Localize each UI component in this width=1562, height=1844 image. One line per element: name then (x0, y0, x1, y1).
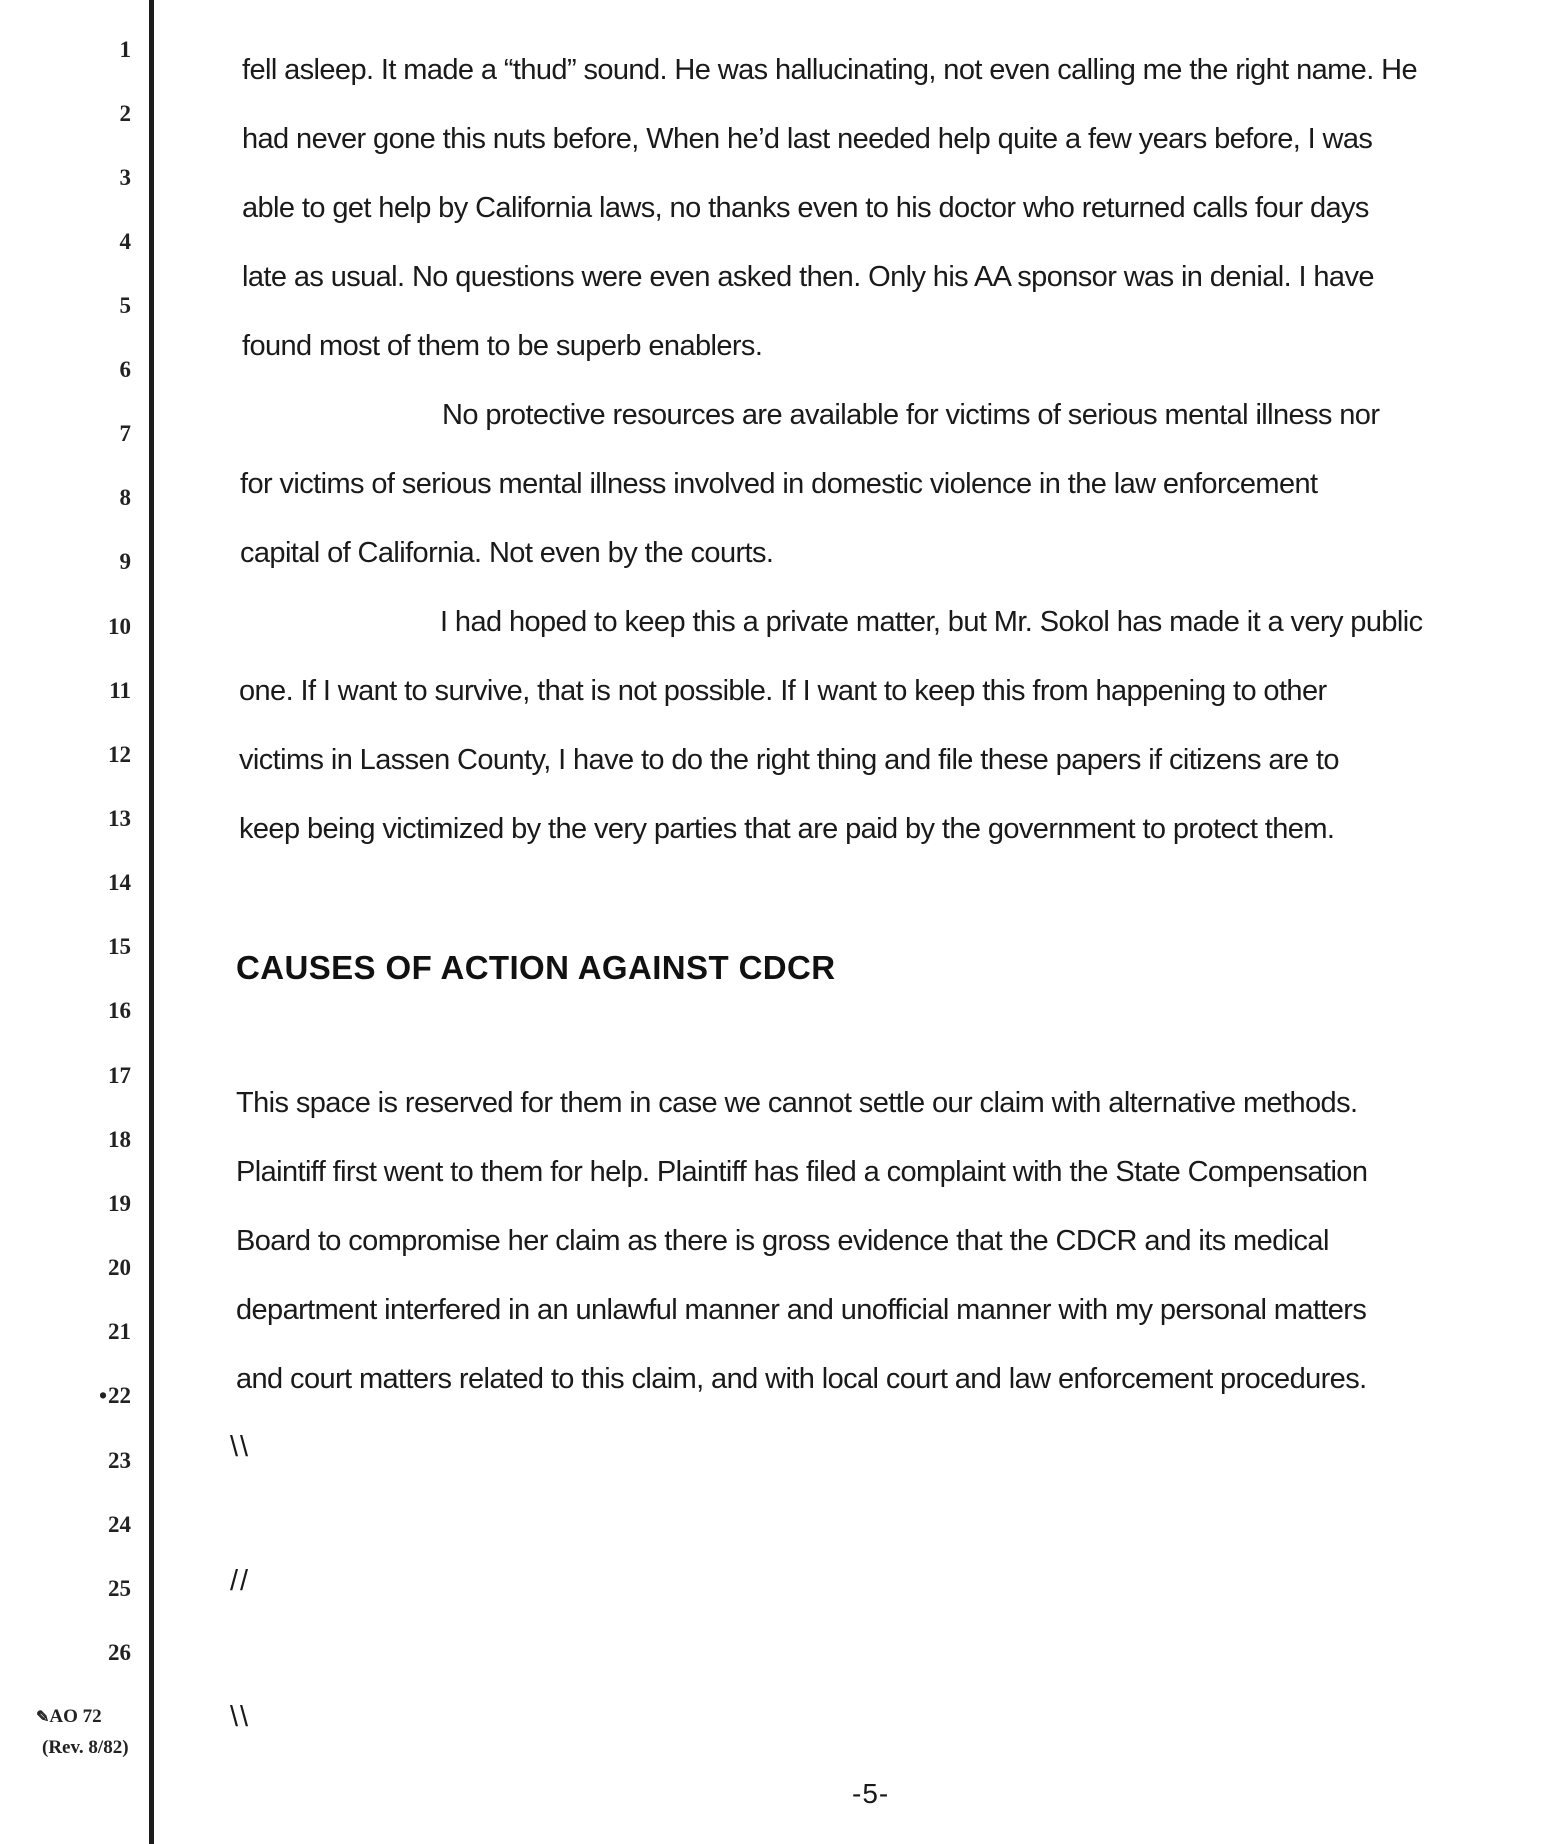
line-number: 9 (119, 549, 131, 574)
body-line: No protective resources are available for victims of serious mental illness nor (442, 399, 1380, 431)
section-heading: CAUSES OF ACTION AGAINST CDCR (236, 949, 836, 986)
separator-mark: \\ (230, 1701, 251, 1733)
body-line: late as usual. No questions were even asked then. Only his AA sponsor was in denial. I have (242, 261, 1374, 293)
body-line: victims in Lassen County, I have to do the right thing and file these papers if citizens are to (239, 744, 1339, 776)
line-number: 8 (119, 485, 131, 510)
body-line: This space is reserved for them in case we cannot settle our claim with alternative methods. (236, 1087, 1358, 1119)
separator-mark: \\ (230, 1431, 251, 1463)
line-number: 4 (119, 229, 131, 254)
line-number: 19 (108, 1191, 131, 1216)
line-number: 1 (119, 37, 131, 62)
line-number: 12 (108, 742, 131, 767)
body-line: keep being victimized by the very parties that are paid by the government to protect them. (239, 813, 1335, 845)
line-number: 25 (108, 1576, 131, 1601)
body-line: I had hoped to keep this a private matter, but Mr. Sokol has made it a very public (440, 606, 1423, 638)
line-number: 24 (108, 1512, 131, 1537)
line-number: • 22 (99, 1383, 131, 1409)
body-line: department interfered in an unlawful manner and unofficial manner with my personal matters (236, 1294, 1367, 1326)
body-line: found most of them to be superb enablers. (242, 330, 763, 362)
body-line: capital of California. Not even by the courts. (240, 537, 774, 569)
body-line: Board to compromise her claim as there is gross evidence that the CDCR and its medical (236, 1225, 1329, 1257)
line-number: 17 (108, 1063, 131, 1088)
line-number: 14 (108, 870, 131, 895)
body-line: had never gone this nuts before, When he’d last needed help quite a few years before, I was (242, 123, 1373, 155)
line-number: 13 (108, 806, 131, 831)
line-number: 18 (108, 1127, 131, 1152)
line-number: 26 (108, 1640, 131, 1665)
line-number: 11 (109, 678, 131, 703)
body-line: for victims of serious mental illness involved in domestic violence in the law enforcement (240, 468, 1318, 500)
line-number: 3 (119, 165, 131, 190)
form-revision: (Rev. 8/82) (42, 1737, 129, 1758)
page-number: -5- (852, 1778, 890, 1809)
line-number: 6 (119, 357, 131, 382)
line-number: 16 (108, 998, 131, 1023)
margin-rule (149, 0, 154, 1844)
line-number: 7 (119, 421, 131, 446)
pen-icon: ✎ (36, 1709, 50, 1726)
line-number: 20 (108, 1255, 131, 1280)
line-number: 2 (119, 101, 131, 126)
body-line: Plaintiff first went to them for help. Plaintiff has filed a complaint with the State Compensation (236, 1156, 1368, 1188)
form-code-label: AO 72 (49, 1706, 102, 1727)
line-number: 23 (108, 1448, 131, 1473)
line-number-column (0, 0, 149, 1844)
line-number: 21 (108, 1319, 131, 1344)
body-line: able to get help by California laws, no thanks even to his doctor who returned calls four days (242, 192, 1369, 224)
body-line: and court matters related to this claim, and with local court and law enforcement procedures. (236, 1363, 1367, 1395)
body-line: fell asleep. It made a “thud” sound. He was hallucinating, not even calling me the right name. He (242, 54, 1417, 86)
line-number: 5 (119, 293, 131, 318)
separator-mark: // (230, 1565, 251, 1597)
line-number: 10 (108, 614, 131, 639)
line-number: 15 (108, 934, 131, 959)
form-code (36, 1706, 102, 1729)
body-line: one. If I want to survive, that is not possible. If I want to keep this from happening to other (239, 675, 1327, 707)
